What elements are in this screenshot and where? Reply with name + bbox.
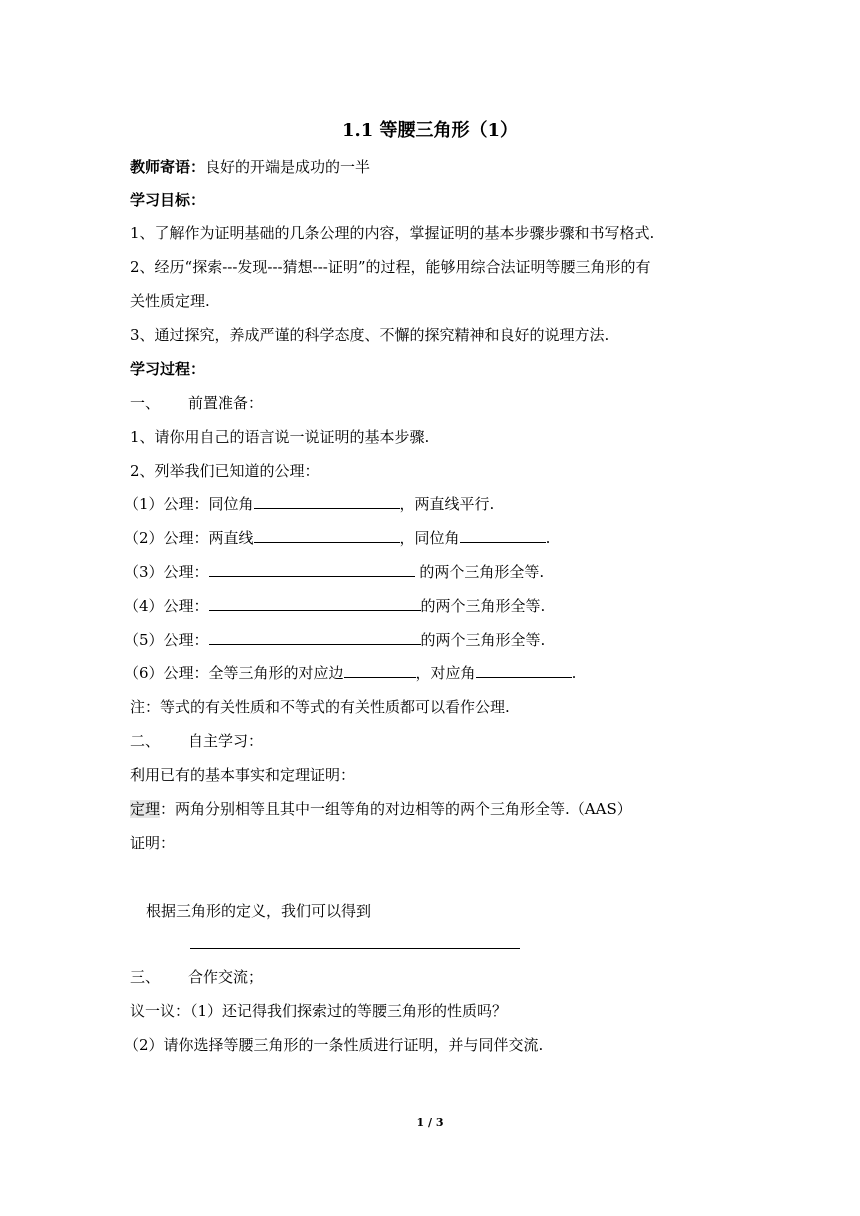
discussion-2: （2）请你选择等腰三角形的一条性质进行证明，并与同伴交流. bbox=[124, 1036, 544, 1054]
theorem-line bbox=[130, 798, 632, 820]
axiom-4 bbox=[124, 595, 545, 617]
axiom-6 bbox=[124, 662, 576, 684]
teacher-message-label: 教师寄语： bbox=[130, 158, 206, 176]
fill-blank[interactable] bbox=[254, 528, 400, 543]
axiom-2-text-end: . bbox=[545, 529, 551, 547]
axiom-6-text: （6）公理：全等三角形的对应边 bbox=[124, 664, 344, 682]
answer-blank-line[interactable] bbox=[190, 948, 520, 949]
objective-item: 2、经历“探索---发现---猜想---证明”的过程，能够用综合法证明等腰三角形的有 bbox=[130, 258, 651, 276]
page-title: 1.1 等腰三角形（1） bbox=[341, 120, 519, 141]
fill-blank[interactable] bbox=[209, 596, 421, 611]
fill-blank[interactable] bbox=[254, 494, 400, 509]
theorem-text: ：两角分别相等且其中一组等角的对边相等的两个三角形全等.（AAS） bbox=[160, 800, 632, 818]
page-number: 1 / 3 bbox=[416, 1116, 444, 1129]
derive-text: 根据三角形的定义，我们可以得到 bbox=[146, 902, 372, 920]
question-2: 2、列举我们已知道的公理： bbox=[130, 462, 320, 480]
axiom-2-text-mid: ，同位角 bbox=[399, 529, 460, 547]
use-facts-line: 利用已有的基本事实和定理证明： bbox=[130, 766, 356, 784]
axiom-5-text: （5）公理： bbox=[124, 631, 209, 649]
fill-blank[interactable] bbox=[460, 528, 546, 543]
question-1: 1、请你用自己的语言说一说证明的基本步骤. bbox=[130, 428, 430, 446]
section-title: 合作交流； bbox=[188, 968, 264, 986]
section-1-heading bbox=[130, 392, 263, 414]
axiom-1-text-end: ，两直线平行. bbox=[399, 495, 495, 513]
proof-label: 证明： bbox=[130, 834, 176, 852]
section-title: 前置准备： bbox=[188, 394, 264, 412]
objective-item: 1、了解作为证明基础的几条公理的内容，掌握证明的基本步骤步骤和书写格式. bbox=[130, 224, 655, 242]
axiom-6-text-mid: ，对应角 bbox=[415, 664, 476, 682]
section-number: 二、 bbox=[130, 732, 161, 750]
axiom-1-text: （1）公理：同位角 bbox=[124, 495, 254, 513]
section-3-heading bbox=[130, 966, 263, 988]
axiom-2 bbox=[124, 527, 550, 549]
objective-item: 3、通过探究，养成严谨的科学态度、不懈的探究精神和良好的说理方法. bbox=[130, 326, 610, 344]
section-title: 自主学习： bbox=[188, 732, 264, 750]
fill-blank[interactable] bbox=[344, 663, 416, 678]
axiom-4-text: （4）公理： bbox=[124, 597, 209, 615]
fill-blank[interactable] bbox=[476, 663, 572, 678]
axiom-3 bbox=[124, 561, 544, 583]
axiom-3-text-end: 的两个三角形全等. bbox=[414, 563, 545, 581]
axiom-1 bbox=[124, 493, 494, 515]
axiom-5-text-end: 的两个三角形全等. bbox=[420, 631, 546, 649]
section-number: 一、 bbox=[130, 394, 161, 412]
teacher-message-text: 良好的开端是成功的一半 bbox=[205, 158, 371, 176]
fill-blank[interactable] bbox=[209, 562, 415, 577]
axiom-2-text: （2）公理：两直线 bbox=[124, 529, 254, 547]
axiom-4-text-end: 的两个三角形全等. bbox=[420, 597, 546, 615]
section-number: 三、 bbox=[130, 968, 161, 986]
objectives-heading: 学习目标： bbox=[130, 191, 206, 209]
teacher-message bbox=[130, 156, 370, 178]
note-text: 注：等式的有关性质和不等式的有关性质都可以看作公理. bbox=[130, 698, 510, 716]
fill-blank[interactable] bbox=[209, 630, 421, 645]
theorem-label: 定理 bbox=[130, 800, 161, 818]
objective-item: 关性质定理. bbox=[130, 292, 210, 310]
axiom-3-text: （3）公理： bbox=[124, 563, 209, 581]
discussion-1: 议一议：（1）还记得我们探索过的等腰三角形的性质吗？ bbox=[130, 1002, 508, 1020]
process-heading: 学习过程： bbox=[130, 360, 206, 378]
axiom-6-text-end: . bbox=[571, 664, 577, 682]
axiom-5 bbox=[124, 629, 545, 651]
section-2-heading bbox=[130, 730, 263, 752]
